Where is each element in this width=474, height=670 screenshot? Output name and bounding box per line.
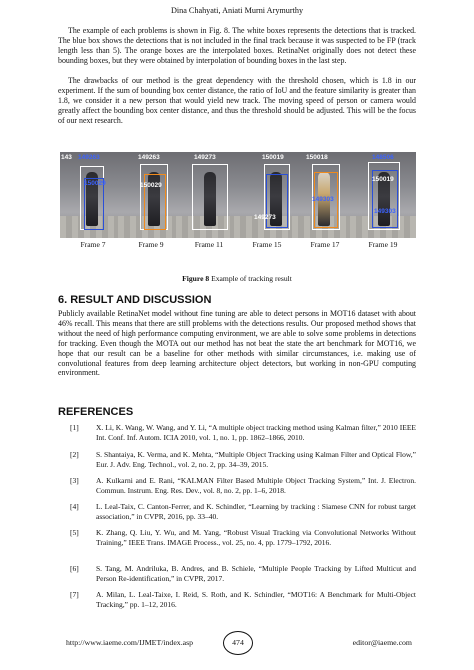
track-id-label: 149303 bbox=[374, 208, 396, 215]
reference-text: S. Shantaiya, K. Verma, and K. Mehta, “Multiple Object Tracking using Kalman Filter and Optical Flow,” Eur. J. Adv. Eng. Technol., vol. 2, no. 2, pp. 34–39, 2015. bbox=[96, 450, 416, 469]
track-id-label: 149303 bbox=[312, 196, 334, 203]
reference-number: [1] bbox=[70, 423, 79, 432]
figure-tracking-frames bbox=[58, 152, 416, 260]
figure-caption bbox=[0, 274, 474, 283]
frame-panel bbox=[176, 152, 242, 248]
track-id-label: 149263 bbox=[78, 154, 100, 161]
frame-panel bbox=[118, 152, 184, 248]
footer-email-link[interactable]: editor@iaeme.com bbox=[352, 638, 412, 647]
frame-panel bbox=[292, 152, 358, 248]
paragraph-result: Publicly available RetinaNet model without fine tuning are able to detect persons in MOT16 dataset with about 46% recall. This means that there are still problems with the detections results. Our proposed method shows that without the need of high performance computing environment, we are able to solve some problems in detections for tracking. Even though the MOTA out our method has not beat the state the art benchmark for MOT16, we hope that our result can be a baseline for other methods with similar circumstances, i.e. making use of convolutional features from deep learning architecture object detectors, but working in non-GPU computing environment. bbox=[58, 309, 416, 378]
frame-caption: Frame 7 bbox=[80, 240, 106, 249]
reference-number: [6] bbox=[70, 564, 79, 573]
frame-image bbox=[176, 152, 242, 238]
track-id-label: 149273 bbox=[194, 154, 216, 161]
reference-text: X. Li, K. Wang, W. Wang, and Y. Li, “A multiple object tracking method using Kalman filter,” 2010 IEEE Int. Conf. Inf. Autom. ICIA 2010, vol. 1, no. 1, pp. 1862–1866, 2010. bbox=[96, 423, 416, 442]
section-heading-references: REFERENCES bbox=[58, 406, 134, 418]
reference-number: [2] bbox=[70, 450, 79, 459]
frame-caption: Frame 11 bbox=[194, 240, 224, 249]
reference-number: [4] bbox=[70, 502, 79, 511]
reference-number: [5] bbox=[70, 528, 79, 537]
figure-caption-label: Figure 8 bbox=[182, 274, 210, 283]
frame-caption: Frame 17 bbox=[310, 240, 340, 249]
track-id-label: 150018 bbox=[306, 154, 328, 161]
track-id-label: 150019 bbox=[262, 154, 284, 161]
frame-caption: Frame 19 bbox=[368, 240, 398, 249]
track-id-label: 143 bbox=[61, 154, 72, 161]
page-footer bbox=[0, 634, 474, 654]
frame-image bbox=[350, 152, 416, 238]
paragraph-drawbacks: The drawbacks of our method is the great dependency with the threshold chosen, which is 1.8 in our experiment. If the sum of bounding box center distance, the ratio of IoU and the feature similarity is greater than 1.8, we consider it a new person that would yield new track. The moving speed of person or camera would greatly affect the bounding box center distance, and thus the threshold should be adjusted. This will be the focus of our next research. bbox=[58, 76, 416, 125]
reference-number: [7] bbox=[70, 590, 79, 599]
running-header: Dina Chahyati, Aniati Murni Arymurthy bbox=[170, 6, 304, 15]
reference-text: A. Kulkarni and E. Rani, “KALMAN Filter Based Multiple Object Tracking System,” Int. J. Electron. Commun. Instrum. Eng. Res. Dev., vol. 8, no. 2, pp. 1–6, 2018. bbox=[96, 476, 416, 495]
track-id-label: 148506 bbox=[372, 154, 394, 161]
frame-image bbox=[292, 152, 358, 238]
track-id-label: 149263 bbox=[138, 154, 160, 161]
reference-text: S. Tang, M. Andriluka, B. Andres, and B. Schiele, “Multiple People Tracking by Lifted Multicut and Person Re-identification,” in CVPR, 2017. bbox=[96, 564, 416, 583]
reference-text: L. Leal-Taix, C. Canton-Ferrer, and K. Schindler, “Learning by tracking : Siamese CNN for robust target association,” in CVPR, 2016, pp. 33–40. bbox=[96, 502, 416, 521]
section-heading-result: 6. RESULT AND DISCUSSION bbox=[58, 294, 212, 306]
frame-image bbox=[234, 152, 300, 238]
frame-caption: Frame 9 bbox=[138, 240, 164, 249]
reference-number: [3] bbox=[70, 476, 79, 485]
frame-panel bbox=[350, 152, 416, 248]
footer-url-link[interactable]: http://www.iaeme.com/IJMET/index.asp bbox=[66, 638, 194, 647]
frame-image bbox=[118, 152, 184, 238]
track-id-label: 150019 bbox=[372, 176, 394, 183]
frame-caption: Frame 15 bbox=[252, 240, 282, 249]
figure-caption-text: Example of tracking result bbox=[209, 274, 292, 283]
page-number: 474 bbox=[223, 631, 253, 655]
track-id-label: 150029 bbox=[140, 182, 162, 189]
frame-panel bbox=[234, 152, 300, 248]
reference-text: K. Zhang, Q. Liu, Y. Wu, and M. Yang, “Robust Visual Tracking via Convolutional Networks Without Training,” IEEE Trans. IMAGE Process., vol. 25, no. 4, pp. 1779–1792, 2016. bbox=[96, 528, 416, 547]
frame-panel bbox=[60, 152, 126, 248]
frame-image bbox=[60, 152, 126, 238]
track-id-label: 149273 bbox=[254, 214, 276, 221]
track-id-label: 150029 bbox=[84, 180, 106, 187]
paragraph-tracking-examples: The example of each problems is shown in Fig. 8. The white boxes represents the detections that is tracked. The blue box shows the detections that is not included in the final track because it was suspected to be FP (track length less than 5). The orange boxes are the interpolated boxes. RetinaNet originally does not detect these bounding boxes, but they were obtained by interpolation of bounding boxes in the last step. bbox=[58, 26, 416, 65]
reference-text: A. Milan, L. Leal-Taixe, I. Reid, S. Roth, and K. Schindler, “MOT16: A Benchmark for Multi-Object Tracking,” pp. 1–12, 2016. bbox=[96, 590, 416, 609]
